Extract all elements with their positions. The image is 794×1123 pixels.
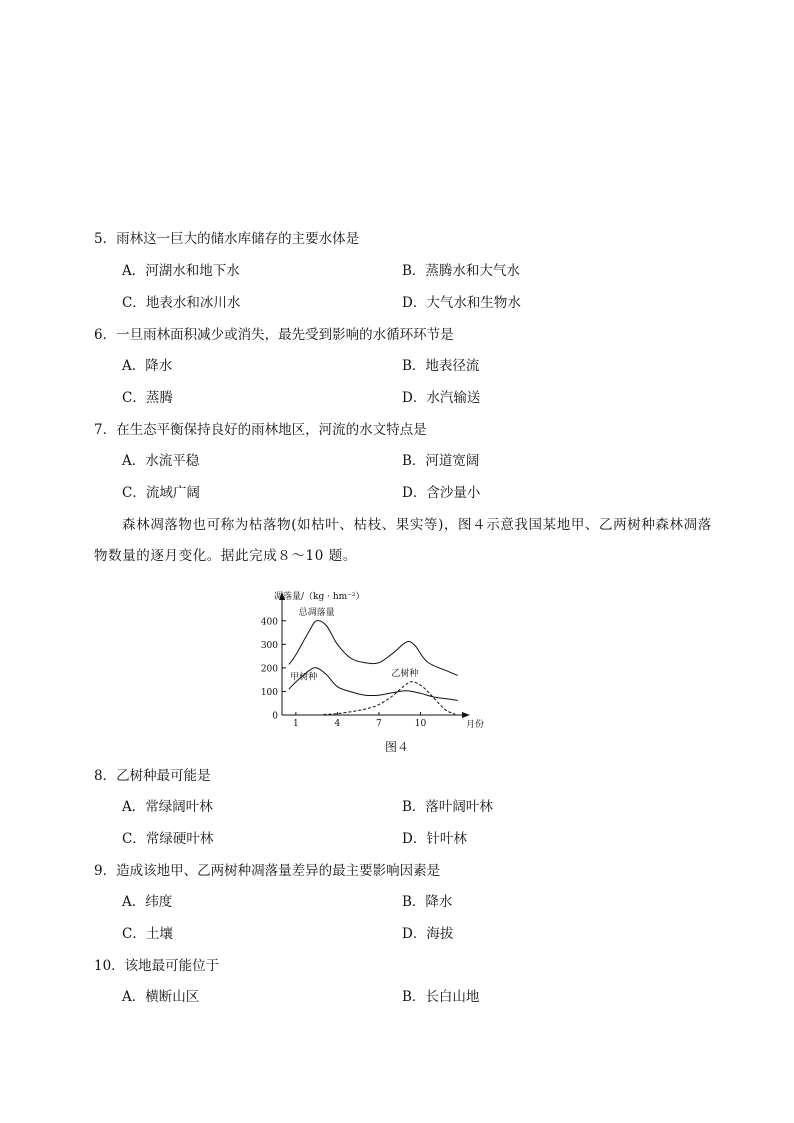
question-9-option-a: A．纬度	[122, 894, 173, 910]
series-label-jia: 甲树种	[290, 672, 318, 683]
question-10-stem: 10．该地最可能位于	[94, 958, 220, 974]
question-6-option-b: B．地表径流	[402, 358, 480, 374]
question-5-option-a: A．河湖水和地下水	[122, 263, 240, 279]
x-tick-label: 10	[414, 719, 427, 729]
question-6-option-d: D．水汽输送	[402, 390, 481, 406]
litterfall-chart	[258, 588, 488, 738]
question-5-option-d: D．大气水和生物水	[402, 295, 521, 311]
y-tick-label: 300	[260, 640, 278, 651]
question-5-stem: 5．雨林这一巨大的储水库储存的主要水体是	[94, 231, 360, 247]
y-tick-label: 200	[260, 664, 278, 675]
y-axis-label: 凋落量/（kg · hm⁻²）	[274, 592, 365, 602]
passage-line-1: 森林凋落物也可称为枯落物(如枯叶、枯枝、果实等)，图４示意我国某地甲、乙两树种森林凋落	[122, 517, 712, 533]
question-8-option-c: C．常绿硬叶林	[122, 831, 214, 847]
x-axis-label: 月份	[466, 720, 485, 730]
question-8-stem: 8．乙树种最可能是	[94, 768, 211, 784]
question-8-option-a: A．常绿阔叶林	[122, 799, 213, 815]
question-7-option-a: A．水流平稳	[122, 453, 200, 469]
passage-line-2: 物数量的逐月变化。据此完成８～10 题。	[94, 548, 357, 564]
series-line-yi	[324, 682, 456, 715]
question-7-option-d: D．含沙量小	[402, 485, 481, 501]
series-line-total	[289, 621, 458, 676]
x-axis-arrow	[462, 712, 470, 718]
question-6-option-c: C．蒸腾	[122, 390, 173, 406]
question-6-stem: 6．一旦雨林面积减少或消失，最先受到影响的水循环环节是	[94, 327, 454, 343]
question-10-option-a: A．横断山区	[122, 989, 200, 1005]
question-8-option-b: B．落叶阔叶林	[402, 799, 493, 815]
question-9-option-b: B．降水	[402, 894, 453, 910]
question-8-option-d: D．针叶林	[402, 831, 467, 847]
question-7-option-c: C．流域广阔	[122, 485, 200, 501]
series-label-total: 总凋落量	[298, 607, 335, 618]
x-tick-label: 1	[292, 719, 299, 729]
question-9-option-c: C．土壤	[122, 926, 173, 942]
question-7-stem: 7．在生态平衡保持良好的雨林地区，河流的水文特点是	[94, 422, 427, 438]
y-tick-label: 0	[272, 711, 278, 722]
figure-caption: 图４	[384, 740, 409, 754]
question-5-option-b: B．蒸腾水和大气水	[402, 263, 520, 279]
y-tick-label: 100	[260, 687, 278, 698]
question-9-stem: 9．造成该地甲、乙两树种凋落量差异的最主要影响因素是	[94, 863, 441, 879]
y-tick-label: 400	[260, 617, 278, 628]
series-label-yi: 乙树种	[391, 669, 419, 680]
question-5-option-c: C．地表水和冰川水	[122, 295, 241, 311]
x-tick-label: 4	[334, 719, 341, 729]
question-6-option-a: A．降水	[122, 358, 173, 374]
question-9-option-d: D．海拔	[402, 926, 454, 942]
question-10-option-b: B．长白山地	[402, 989, 480, 1005]
question-7-option-b: B．河道宽阔	[402, 453, 480, 469]
x-tick-label: 7	[376, 719, 382, 729]
